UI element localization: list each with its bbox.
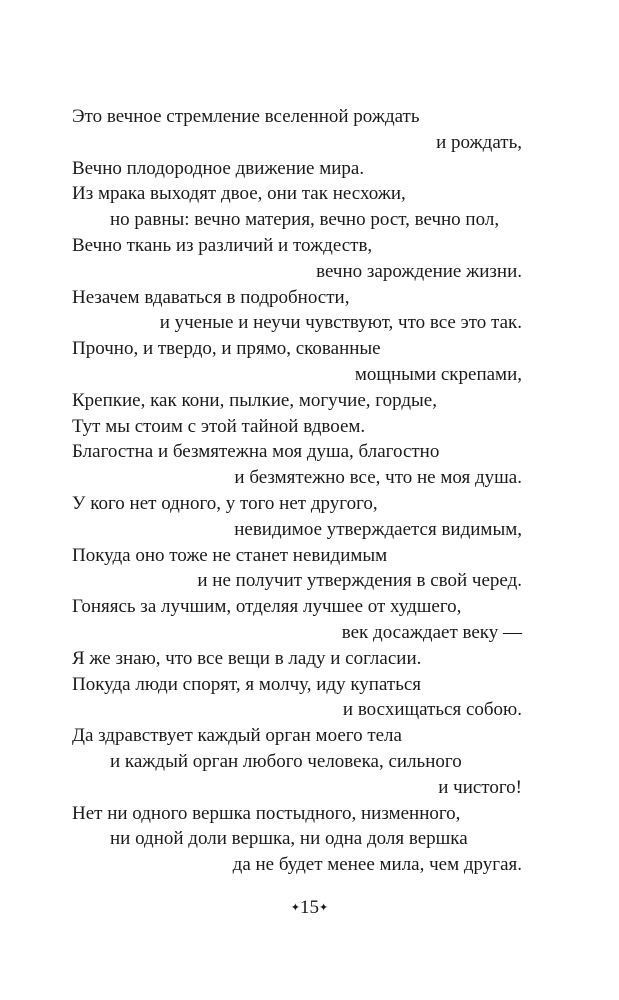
poem-line: но равны: вечно материя, вечно рост, вечно пол, [110, 209, 500, 231]
poem-line: мощными скрепами, [354, 363, 522, 385]
poem-line: Прочно, и твердо, и прямо, скованные [72, 338, 381, 360]
poem-line: век досаждает веку — [341, 621, 522, 643]
poem-line: Нет ни одного вершка постыдного, низменного, [72, 802, 461, 824]
poem-line: Покуда оно тоже не станет невидимым [72, 544, 388, 566]
page-number: 15 [300, 897, 319, 918]
poem-line: и каждый орган любого человека, сильного [110, 750, 462, 772]
poem-line: Да здравствует каждый орган моего тела [72, 725, 402, 747]
poem-line: вечно зарождение жизни. [316, 260, 522, 282]
poem-line: и ученые и неучи чувствуют, что все это так. [159, 312, 522, 334]
poem-line: и рождать, [436, 131, 522, 153]
poem-line: Тут мы стоим с этой тайной вдвоем. [72, 415, 366, 437]
poem-line: У кого нет одного, у того нет другого, [72, 492, 378, 514]
poem-line: и чистого! [438, 776, 522, 798]
poem [72, 104, 522, 878]
poem-line: Крепкие, как кони, пылкие, могучие, гордые, [72, 389, 437, 411]
poem-line: Благостна и безмятежна моя душа, благостно [72, 441, 440, 463]
poem-line: Из мрака выходят двое, они так несхожи, [72, 183, 406, 205]
poem-line: Покуда люди спорят, я молчу, иду купаться [72, 673, 422, 695]
poem-line: Я же знаю, что все вещи в ладу и согласии. [72, 647, 422, 669]
poem-line: да не будет менее мила, чем другая. [232, 854, 522, 876]
poem-line: Это вечное стремление вселенной рождать [72, 106, 420, 127]
ornament-icon: ✦ [319, 902, 329, 914]
poem-line: и не получит утверждения в свой черед. [197, 570, 522, 592]
poem-line: невидимое утверждается видимым, [234, 518, 522, 540]
poem-line: Незачем вдаваться в подробности, [72, 286, 350, 308]
poem-line: Вечно ткань из различий и тождеств, [72, 234, 373, 256]
poem-line: ни одной доли вершка, ни одна доля вершка [110, 828, 468, 850]
poem-line: и восхищаться собою. [342, 699, 522, 721]
page-number-footer [0, 896, 619, 920]
poem-line: и безмятежно все, что не моя душа. [234, 467, 522, 489]
ornament-icon: ✦ [290, 902, 300, 914]
poem-line: Вечно плодородное движение мира. [72, 157, 365, 179]
poem-line: Гоняясь за лучшим, отделяя лучшее от худшего, [72, 596, 462, 618]
